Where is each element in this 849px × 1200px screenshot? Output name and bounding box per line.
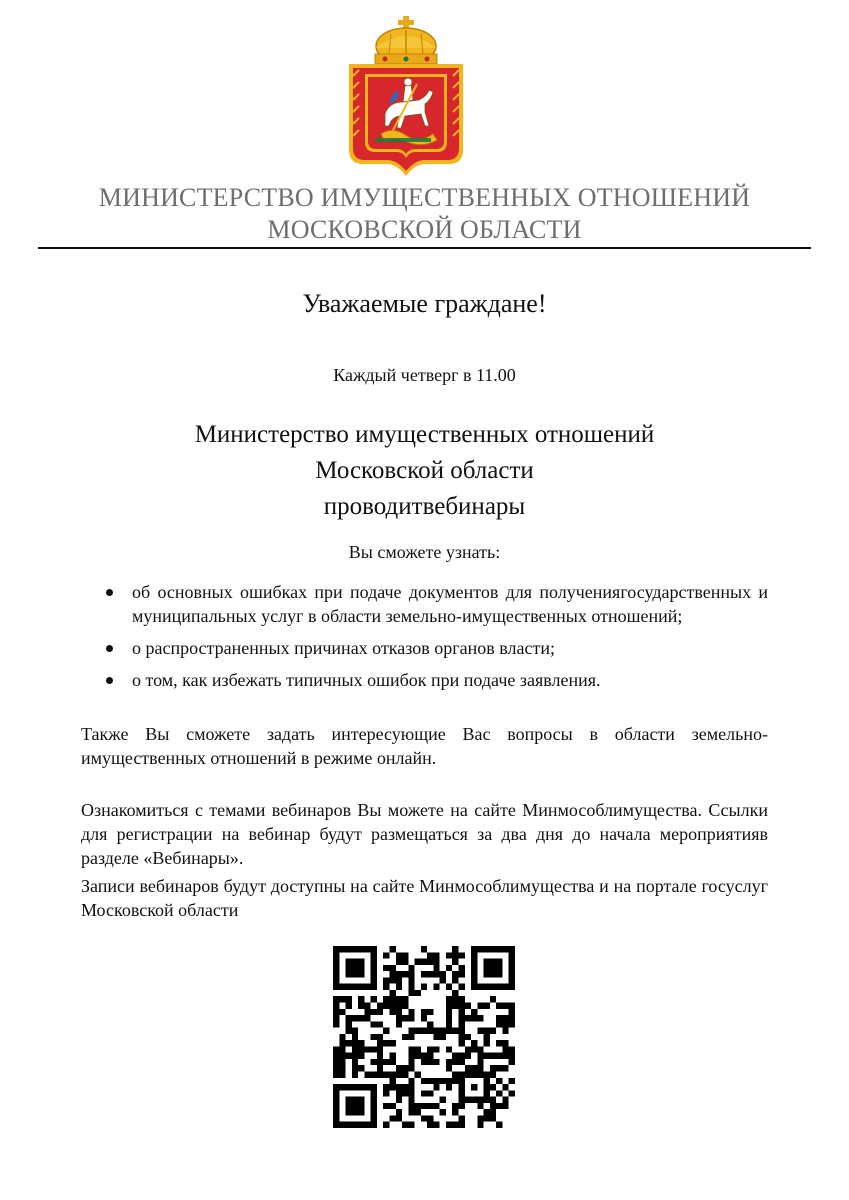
- list-item: [104, 580, 768, 628]
- coat-of-arms-icon: [345, 14, 467, 178]
- list-item-text: о распространенных причинах отказов органов власти;: [132, 638, 555, 658]
- learn-intro: Вы сможете узнать:: [348, 542, 501, 562]
- paragraph-questions: Также Вы сможете задать интересующие Вас вопросы в области земельно-имущественных отношений в режиме онлайн.: [81, 724, 768, 768]
- ministry-name-line2: МОСКОВСКОЙ ОБЛАСТИ: [267, 215, 582, 244]
- heading-line3: проводитвебинары: [323, 493, 526, 520]
- heading-line2: Московской области: [315, 457, 534, 484]
- paragraph-topics: Ознакомиться с темами вебинаров Вы можете на сайте Минмособлимущества. Ссылки для регистрации на вебинар будут размещаться за два дня до начала мероприятияв разделе «Вебинары».: [81, 800, 768, 868]
- heading-line1: Министерство имущественных отношений: [194, 421, 655, 448]
- qr-code-icon[interactable]: [333, 946, 515, 1128]
- header-divider: [38, 247, 811, 249]
- topics-list: [104, 580, 768, 700]
- schedule-text: Каждый четверг в 11.00: [333, 365, 516, 385]
- bullet-icon: [106, 589, 113, 596]
- list-item: [104, 668, 768, 692]
- paragraph-records: Записи вебинаров будут доступны на сайте Минмособлимущества и на портале госуслуг Московской области: [81, 876, 768, 920]
- bullet-icon: [106, 645, 113, 652]
- list-item: [104, 636, 768, 660]
- crown-icon: [375, 16, 437, 64]
- list-item-text: об основных ошибках при подаче документов для получениягосударственных и муниципальных услуг в области земельно-имущественных отношений;: [132, 582, 768, 626]
- greeting: Уважаемые граждане!: [302, 289, 547, 318]
- list-item-text: о том, как избежать типичных ошибок при подаче заявления.: [132, 670, 601, 690]
- ministry-name-line1: МИНИСТЕРСТВО ИМУЩЕСТВЕННЫХ ОТНОШЕНИЙ: [98, 183, 751, 212]
- bullet-icon: [106, 677, 113, 684]
